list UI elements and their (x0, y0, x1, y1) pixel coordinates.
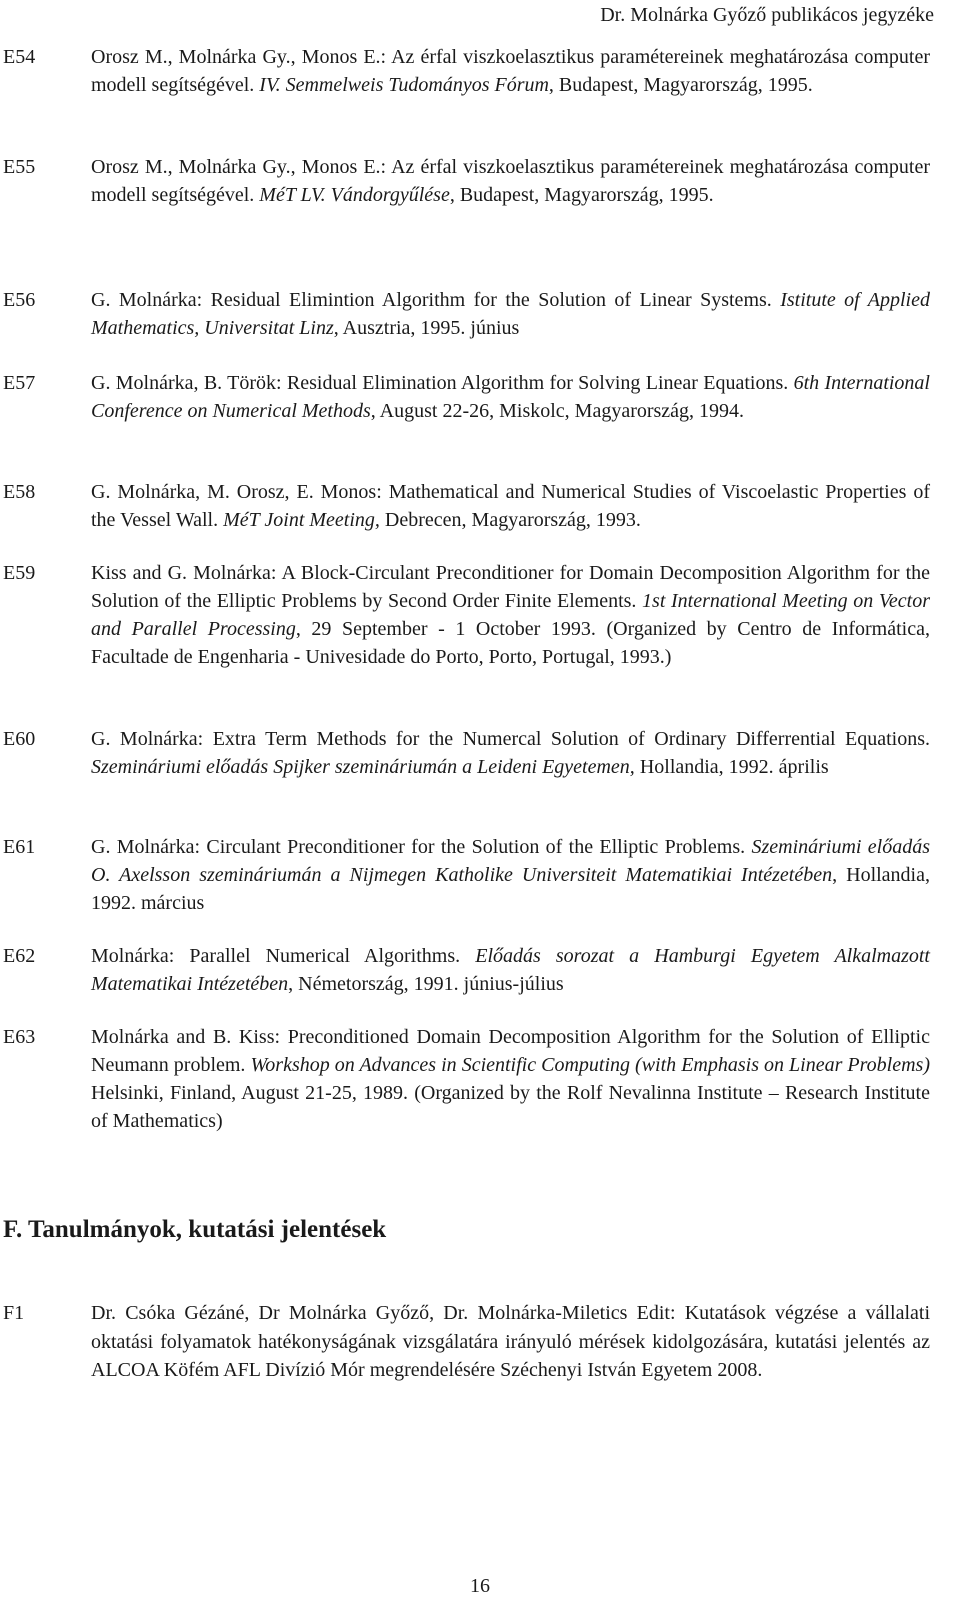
entry-authors: Kiss and G. Molnárka: (91, 562, 282, 584)
entry-venue: 6th International Conference on Numerical Methods (91, 372, 930, 422)
entry-venue: MéT Joint Meeting, (223, 509, 380, 531)
entry-authors: Orosz M., Molnárka Gy., Monos E.: (91, 46, 392, 68)
section-heading: F. Tanulmányok, kutatási jelentések (3, 1216, 387, 1243)
entry-authors: Molnárka and B. Kiss: (91, 1026, 288, 1048)
entry-venue: MéT LV. Vándorgyűlése (259, 184, 450, 206)
entry-details: , 29 September - 1 October 1993. (Organized by Centro de Informática, Facultade de Engenharia - Univesidade do Porto, Porto, Portugal, 1993.) (91, 618, 930, 668)
entry-title: Mathematical and Numerical Studies of Viscoelastic Properties of the Vessel Wall. (91, 481, 930, 531)
entry-venue: Szemináriumi előadás O. Axelsson szemináriumán a Nijmegen Katholike Universiteit Matematikiai Intézetében (91, 836, 930, 886)
entry-details: , Németország, 1991. június-július (288, 973, 564, 995)
entry-venue: Szemináriumi előadás Spijker szemináriumán a Leideni Egyetemen, (91, 756, 635, 778)
entry-authors: Molnárka: (91, 945, 190, 967)
entry-id: E60 (3, 728, 36, 750)
entry-text (91, 1023, 930, 1135)
entry-title: Residual Elimination Algorithm for Solving Linear Equations. (286, 372, 794, 394)
entry-text (91, 942, 930, 998)
entry-details: Debrecen, Magyarország, 1993. (379, 509, 641, 531)
entry-authors: G. Molnárka, M. Orosz, E. Monos: (91, 481, 389, 503)
entry-title: Preconditioned Domain Decomposition Algorithm for the Solution of Elliptic Neumann problem. (91, 1026, 930, 1076)
entry-id: E61 (3, 836, 36, 858)
entry-title: A Block-Circulant Preconditioner for Domain Decomposition Algorithm for the Solution of the Elliptic Problems by Second Order Finite Elements. (91, 562, 930, 612)
entry-venue: Workshop on Advances in Scientific Computing (with Emphasis on Linear Problems) (250, 1054, 930, 1076)
entry-title: Parallel Numerical Algorithms. (189, 945, 476, 967)
entry-id: E57 (3, 372, 36, 394)
entry-text (91, 559, 930, 671)
entry-title: Residual Elimintion Algorithm for the Solution of Linear Systems. (210, 289, 781, 311)
entry-id: F1 (3, 1302, 25, 1324)
entry-text (91, 725, 930, 781)
entry-authors: G. Molnárka, B. Török: (91, 372, 287, 394)
entry-venue: IV. Semmelweis Tudományos Fórum (259, 74, 549, 96)
entry-title: Az érfal viszkoelasztikus paramétereinek meghatározása computer modell segítségével. (91, 46, 931, 96)
page-number: 16 (470, 1575, 490, 1597)
entry-id: E62 (3, 945, 36, 967)
entry-authors: G. Molnárka: (91, 728, 213, 750)
entry-title: Az érfal viszkoelasztikus paramétereinek meghatározása computer modell segítségével. (91, 156, 931, 206)
entry-text: Dr. Csóka Gézáné, Dr Molnárka Győző, Dr. Molnárka-Miletics Edit: Kutatások végzése a vállalati oktatási folyamatok hatékonyságának vizsgálatára irányuló mérések kidolgozására, kutatási jelentés az ALCOA Köfém AFL Divízió Mór megrendelésére Széchenyi István Egyetem 2008. (91, 1302, 930, 1381)
entry-venue: Előadás sorozat a Hamburgi Egyetem Alkalmazott Matematikai Intézetében (91, 945, 930, 995)
entry-text (91, 369, 930, 425)
entry-text (91, 43, 930, 99)
entry-text (91, 153, 930, 209)
entry-text (91, 478, 930, 534)
entry-details: , Hollandia, 1992. március (91, 864, 930, 914)
entry-title: Extra Term Methods for the Numercal Solution of Ordinary Differrential Equations. (212, 728, 930, 750)
entry-text (91, 833, 930, 917)
entry-title: Circulant Preconditioner for the Solution of the Elliptic Problems. (206, 836, 752, 858)
entry-details: Helsinki, Finland, August 21-25, 1989. (Organized by the Rolf Nevalinna Institute – Research Institute of Mathematics) (91, 1082, 930, 1132)
entry-authors: G. Molnárka: (91, 289, 211, 311)
entry-details: , August 22-26, Miskolc, Magyarország, 1994. (370, 400, 745, 422)
entry-authors: Orosz M., Molnárka Gy., Monos E.: (91, 156, 392, 178)
entry-text (91, 286, 930, 342)
entry-id: E63 (3, 1026, 36, 1048)
entry-authors: G. Molnárka: (91, 836, 207, 858)
entry-details: Hollandia, 1992. április (634, 756, 829, 778)
entry-id: E54 (3, 46, 36, 68)
entry-venue: 1st International Meeting on Vector and Parallel Processing (91, 590, 930, 640)
entry-id: E58 (3, 481, 36, 503)
entry-id: E56 (3, 289, 36, 311)
running-header: Dr. Molnárka Győző publikácos jegyzéke (600, 4, 934, 26)
entry-id: E55 (3, 156, 36, 178)
entry-details: , Budapest, Magyarország, 1995. (548, 74, 813, 96)
entry-id: E59 (3, 562, 36, 584)
entry-details: , Ausztria, 1995. június (333, 317, 520, 339)
entry-details: , Budapest, Magyarország, 1995. (449, 184, 714, 206)
entry-venue: Istitute of Applied Mathematics, Universitat Linz (91, 289, 930, 339)
